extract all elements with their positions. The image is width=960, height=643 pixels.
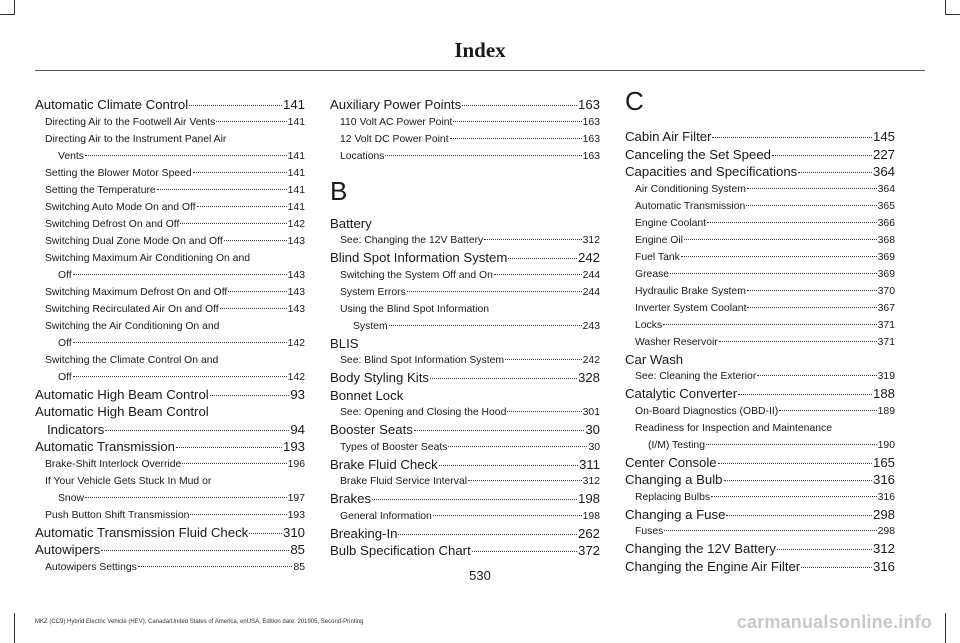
dot-leader — [670, 273, 877, 274]
entry-page: 142 — [287, 371, 305, 383]
entry-page: 163 — [582, 150, 600, 162]
dot-leader — [505, 359, 582, 360]
index-entry — [35, 438, 305, 456]
dot-leader — [73, 274, 287, 275]
entry-label: Brake Fluid Check — [330, 456, 438, 472]
index-subentry — [330, 148, 600, 165]
entry-page: 301 — [582, 407, 600, 418]
entry-page: 190 — [877, 439, 895, 451]
entry-label: Switching Auto Mode On and Off — [45, 201, 196, 213]
entry-label: Setting the Temperature — [45, 184, 156, 196]
dot-leader — [718, 463, 872, 464]
entry-label: Autowipers — [35, 542, 101, 557]
index-subentry-line: Directing Air to the Instrument Panel Air — [45, 133, 227, 145]
crop-mark-bottom-left — [0, 613, 15, 643]
dot-leader — [85, 497, 287, 498]
index-entry — [330, 490, 600, 508]
entry-page: 312 — [872, 541, 895, 556]
entry-page: 364 — [872, 164, 895, 179]
entry-page: 310 — [282, 524, 305, 540]
entry-label: 110 Volt AC Power Point — [340, 116, 453, 128]
entry-label: 12 Volt DC Power Point — [340, 133, 449, 145]
dot-leader — [757, 375, 876, 376]
index-entry — [625, 454, 895, 472]
entry-page: 85 — [293, 561, 305, 573]
index-subentry — [35, 284, 305, 301]
index-subentry-line: Using the Blind Spot Information — [340, 303, 490, 315]
entry-page: 163 — [582, 133, 600, 145]
dot-leader — [711, 496, 877, 497]
index-subentry-line: If Your Vehicle Gets Stuck In Mud or — [45, 475, 212, 487]
index-subentry — [625, 317, 895, 334]
entry-page: 367 — [877, 302, 895, 314]
entry-page: 319 — [877, 371, 895, 382]
index-subentry — [330, 131, 600, 148]
dot-leader — [182, 463, 286, 464]
entry-page: 141 — [287, 150, 305, 162]
entry-label: System — [353, 320, 388, 332]
dot-leader — [484, 239, 581, 240]
index-subentry — [35, 182, 305, 199]
dot-leader — [385, 155, 581, 156]
entry-page: 141 — [282, 97, 305, 112]
dot-leader — [190, 514, 286, 515]
dot-leader — [746, 205, 876, 206]
entry-label: Engine Coolant — [635, 217, 707, 229]
dot-leader — [681, 256, 877, 257]
entry-label: Air Conditioning System — [635, 183, 746, 195]
index-subentry — [330, 284, 600, 301]
dot-leader — [684, 239, 877, 240]
entry-page: 193 — [287, 509, 305, 521]
dot-leader — [180, 223, 286, 224]
entry-page: 145 — [872, 129, 895, 144]
page-title: Index — [454, 38, 506, 62]
index-column-2 — [330, 96, 600, 560]
footer-text: MKZ (CC9) Hybrid Electric Vehicle (HEV), Canada/United States of America, enUSA, Edition date: 201905, Second-Printing — [35, 619, 364, 625]
index-subentry — [625, 181, 895, 198]
index-subentry — [35, 216, 305, 233]
index-subentry — [35, 233, 305, 250]
entry-label: Indicators — [47, 421, 105, 437]
entry-page: 143 — [287, 235, 305, 247]
entry-page: 198 — [577, 491, 600, 506]
entry-label: Canceling the Set Speed — [625, 146, 771, 162]
index-subentry-line: Switching the Air Conditioning On and — [45, 320, 220, 332]
entry-label: Grease — [635, 268, 670, 280]
entry-page: 198 — [582, 510, 600, 522]
dot-leader — [73, 376, 287, 377]
dot-leader — [507, 411, 581, 412]
index-entry — [330, 542, 600, 560]
entry-label: Changing the 12V Battery — [625, 541, 777, 556]
dot-leader — [407, 291, 582, 292]
entry-label: Inverter System Coolant — [635, 302, 747, 314]
index-subentry — [330, 267, 600, 284]
entry-label: Center Console — [625, 454, 717, 470]
entry-label: Off — [58, 269, 72, 281]
entry-page: 328 — [577, 370, 600, 385]
index-subentry — [625, 266, 895, 283]
entry-page: 316 — [877, 491, 895, 503]
entry-label: See: Opening and Closing the Hood — [340, 407, 507, 418]
entry-page: 244 — [582, 269, 600, 281]
dot-leader — [193, 172, 287, 173]
dot-leader — [157, 189, 287, 190]
dot-leader — [439, 465, 578, 466]
entry-label: Push Button Shift Transmission — [45, 509, 190, 521]
index-entry — [625, 471, 895, 489]
crop-mark-top-right — [945, 0, 960, 15]
dot-leader — [85, 155, 287, 156]
entry-label: Switching the System Off and On — [340, 269, 493, 281]
entry-label: Washer Reservoir — [635, 336, 718, 348]
entry-page: 243 — [582, 320, 600, 332]
entry-label: Cabin Air Filter — [625, 129, 712, 144]
entry-page: 371 — [877, 336, 895, 348]
entry-page: 366 — [877, 217, 895, 229]
entry-label: Capacities and Specifications — [625, 164, 798, 179]
index-column-1 — [35, 96, 305, 576]
dot-leader — [430, 378, 577, 379]
entry-page: 227 — [872, 146, 895, 162]
entry-label: Autowipers Settings — [45, 561, 137, 573]
dot-leader — [494, 274, 582, 275]
entry-page: 189 — [877, 405, 895, 417]
entry-page: 30 — [588, 441, 600, 453]
entry-label: Fuses — [635, 526, 664, 537]
dot-leader — [663, 324, 877, 325]
entry-page: 365 — [877, 200, 895, 212]
index-subentry — [35, 165, 305, 182]
dot-leader — [664, 530, 876, 531]
dot-leader — [372, 499, 577, 500]
index-heading: Bonnet Lock — [330, 387, 404, 403]
entry-page: 188 — [872, 386, 895, 401]
dot-leader — [462, 105, 577, 106]
dot-leader — [189, 105, 282, 106]
index-entry — [625, 128, 895, 146]
dot-leader — [249, 533, 282, 534]
index-entry — [330, 369, 600, 387]
index-subentry — [625, 215, 895, 232]
index-subentry — [35, 114, 305, 131]
entry-page: 311 — [578, 456, 600, 472]
entry-label: Blind Spot Information System — [330, 250, 508, 265]
entry-page: 372 — [577, 543, 600, 558]
dot-leader — [706, 444, 877, 445]
dot-leader — [450, 138, 582, 139]
dot-leader — [724, 480, 872, 481]
dot-leader — [453, 121, 581, 122]
index-entry — [330, 421, 600, 439]
entry-label: Locations — [340, 150, 385, 162]
entry-label: See: Cleaning the Exterior — [635, 371, 757, 382]
entry-label: Body Styling Kits — [330, 370, 429, 385]
dot-leader — [448, 446, 587, 447]
entry-page: 142 — [287, 337, 305, 349]
entry-page: 242 — [582, 355, 600, 366]
entry-label: See: Changing the 12V Battery — [340, 235, 484, 246]
entry-label: Catalytic Converter — [625, 386, 738, 401]
entry-label: Types of Booster Seats — [340, 441, 448, 453]
index-heading: Car Wash — [625, 351, 684, 367]
index-subentry — [625, 368, 895, 385]
entry-page: 30 — [585, 422, 600, 437]
entry-page: 163 — [577, 97, 600, 112]
index-subentry — [625, 523, 895, 540]
section-letter: C — [625, 86, 644, 116]
index-subentry — [625, 489, 895, 506]
index-heading: Battery — [330, 215, 372, 231]
dot-leader — [472, 551, 577, 552]
entry-page: 163 — [582, 116, 600, 128]
dot-leader — [389, 325, 582, 326]
entry-label: Setting the Blower Motor Speed — [45, 167, 192, 179]
entry-label: Brake Fluid Service Interval — [340, 476, 468, 487]
entry-page: 244 — [582, 286, 600, 298]
entry-label: See: Blind Spot Information System — [340, 355, 505, 366]
entry-label: Automatic Transmission — [635, 200, 746, 212]
entry-page: 93 — [290, 386, 305, 402]
entry-label: Changing a Fuse — [625, 506, 726, 522]
index-subentry — [35, 335, 305, 352]
dot-leader — [747, 290, 877, 291]
entry-page: 143 — [287, 269, 305, 281]
entry-page: 368 — [877, 234, 895, 246]
entry-label: Changing a Bulb — [625, 472, 723, 487]
entry-page: 197 — [287, 492, 305, 504]
entry-page: 141 — [287, 184, 305, 196]
entry-page: 141 — [287, 167, 305, 179]
page-number: 530 — [469, 568, 491, 583]
entry-page: 364 — [877, 183, 895, 195]
index-subentry — [330, 473, 600, 490]
entry-label: On-Board Diagnostics (OBD-II) — [635, 405, 779, 417]
entry-label: Directing Air to the Footwell Air Vents — [45, 116, 216, 128]
dot-leader — [228, 291, 286, 292]
entry-page: 369 — [877, 251, 895, 263]
dot-leader — [210, 395, 290, 396]
dot-leader — [468, 480, 582, 481]
entry-page: 141 — [287, 116, 305, 128]
index-subentry — [35, 148, 305, 165]
index-subentry — [625, 437, 895, 454]
entry-label: Changing the Engine Air Filter — [625, 558, 801, 574]
index-subentry — [330, 439, 600, 456]
entry-label: Automatic Climate Control — [35, 97, 189, 112]
entry-page: 142 — [287, 218, 305, 230]
entry-label: Brake-Shift Interlock Override — [45, 458, 182, 470]
entry-label: Automatic High Beam Control — [35, 386, 209, 402]
index-subentry — [330, 232, 600, 249]
entry-page: 370 — [877, 285, 895, 297]
dot-leader — [433, 515, 582, 516]
dot-leader — [398, 534, 577, 535]
index-subentry — [330, 508, 600, 525]
dot-leader — [73, 342, 287, 343]
entry-page: 94 — [290, 421, 305, 437]
entry-label: Snow — [58, 492, 84, 504]
entry-page: 369 — [877, 268, 895, 280]
index-entry — [330, 456, 600, 474]
entry-page: 196 — [287, 458, 305, 470]
index-subentry — [330, 318, 600, 335]
index-subentry — [35, 301, 305, 318]
index-subentry — [625, 300, 895, 317]
entry-label: Auxiliary Power Points — [330, 97, 462, 112]
entry-label: (I/M) Testing — [648, 439, 705, 451]
dot-leader — [414, 430, 584, 431]
dot-leader — [747, 307, 876, 308]
entry-page: 262 — [577, 525, 600, 541]
index-entry — [330, 525, 600, 543]
dot-leader — [772, 155, 872, 156]
dot-leader — [738, 394, 872, 395]
section-letter: B — [330, 175, 348, 206]
entry-page: 242 — [577, 250, 600, 265]
entry-label: Automatic Transmission Fluid Check — [35, 524, 249, 540]
index-entry — [330, 249, 600, 267]
entry-page: 316 — [872, 558, 895, 574]
index-subentry — [330, 352, 600, 369]
dot-leader — [798, 172, 872, 173]
title-rule — [35, 70, 925, 71]
entry-page: 312 — [582, 235, 600, 246]
dot-leader — [220, 308, 287, 309]
dot-leader — [779, 410, 876, 411]
entry-page: 143 — [287, 286, 305, 298]
dot-leader — [508, 258, 577, 259]
index-subentry — [35, 267, 305, 284]
index-heading: Automatic High Beam Control — [35, 404, 209, 419]
index-subentry — [625, 283, 895, 300]
entry-label: Hydraulic Brake System — [635, 285, 746, 297]
entry-page: 298 — [872, 506, 895, 522]
entry-page: 165 — [872, 454, 895, 470]
entry-label: Switching Recirculated Air On and Off — [45, 303, 219, 315]
entry-page: 141 — [287, 201, 305, 213]
dot-leader — [216, 121, 286, 122]
entry-label: System Errors — [340, 286, 406, 298]
entry-page: 193 — [282, 439, 305, 454]
dot-leader — [197, 206, 287, 207]
entry-label: Locks — [635, 319, 663, 331]
entry-label: Switching Maximum Defrost On and Off — [45, 286, 228, 298]
entry-page: 371 — [877, 319, 895, 331]
index-subentry — [625, 403, 895, 420]
index-entry — [35, 421, 305, 439]
index-subentry-line: Switching the Climate Control On and — [45, 354, 219, 366]
index-entry — [35, 386, 305, 404]
index-entry — [625, 146, 895, 164]
dot-leader — [224, 240, 287, 241]
dot-leader — [747, 188, 877, 189]
index-entry — [330, 96, 600, 114]
dot-leader — [777, 549, 872, 550]
crop-mark-top-left — [0, 0, 15, 15]
entry-page: 312 — [582, 476, 600, 487]
crop-mark-bottom-right — [945, 613, 960, 643]
index-subentry — [330, 114, 600, 131]
index-entry — [625, 540, 895, 558]
index-entry — [35, 96, 305, 114]
index-subentry — [35, 507, 305, 524]
entry-label: Bulb Specification Chart — [330, 543, 471, 558]
entry-page: 298 — [877, 526, 895, 537]
entry-label: Switching Defrost On and Off — [45, 218, 180, 230]
entry-label: Vents — [58, 150, 84, 162]
index-subentry-line: Readiness for Inspection and Maintenance — [635, 422, 832, 434]
dot-leader — [176, 447, 282, 448]
index-subentry — [625, 232, 895, 249]
dot-leader — [726, 515, 872, 516]
index-subentry — [625, 249, 895, 266]
index-subentry — [35, 369, 305, 386]
index-subentry — [35, 490, 305, 507]
watermark: carmanualsonline.info — [736, 612, 932, 632]
index-heading: BLIS — [330, 335, 359, 351]
dot-leader — [138, 566, 293, 567]
entry-label: Breaking-In — [330, 525, 398, 541]
index-subentry — [625, 198, 895, 215]
dot-leader — [707, 222, 877, 223]
dot-leader — [719, 341, 877, 342]
index-subentry — [35, 456, 305, 473]
entry-label: Automatic Transmission — [35, 439, 175, 454]
entry-label: Off — [58, 337, 72, 349]
entry-label: Brakes — [330, 491, 372, 506]
entry-page: 85 — [290, 542, 305, 557]
index-subentry — [330, 404, 600, 421]
index-entry — [625, 385, 895, 403]
index-entry — [35, 541, 305, 559]
entry-label: Booster Seats — [330, 422, 413, 437]
index-entry — [35, 524, 305, 542]
dot-leader — [105, 430, 289, 431]
dot-leader — [101, 550, 289, 551]
index-column-3 — [625, 86, 895, 575]
entry-page: 316 — [872, 472, 895, 487]
index-subentry — [625, 334, 895, 351]
entry-label: Fuel Tank — [635, 251, 680, 263]
entry-label: General Information — [340, 510, 432, 522]
index-entry — [625, 506, 895, 524]
entry-page: 143 — [287, 303, 305, 315]
entry-label: Switching Dual Zone Mode On and Off — [45, 235, 223, 247]
index-subentry-line: Switching Maximum Air Conditioning On and — [45, 252, 251, 264]
entry-label: Engine Oil — [635, 234, 683, 246]
index-subentry — [35, 199, 305, 216]
entry-label: Replacing Bulbs — [635, 491, 711, 503]
dot-leader — [712, 137, 872, 138]
entry-label: Off — [58, 371, 72, 383]
index-entry — [625, 163, 895, 181]
